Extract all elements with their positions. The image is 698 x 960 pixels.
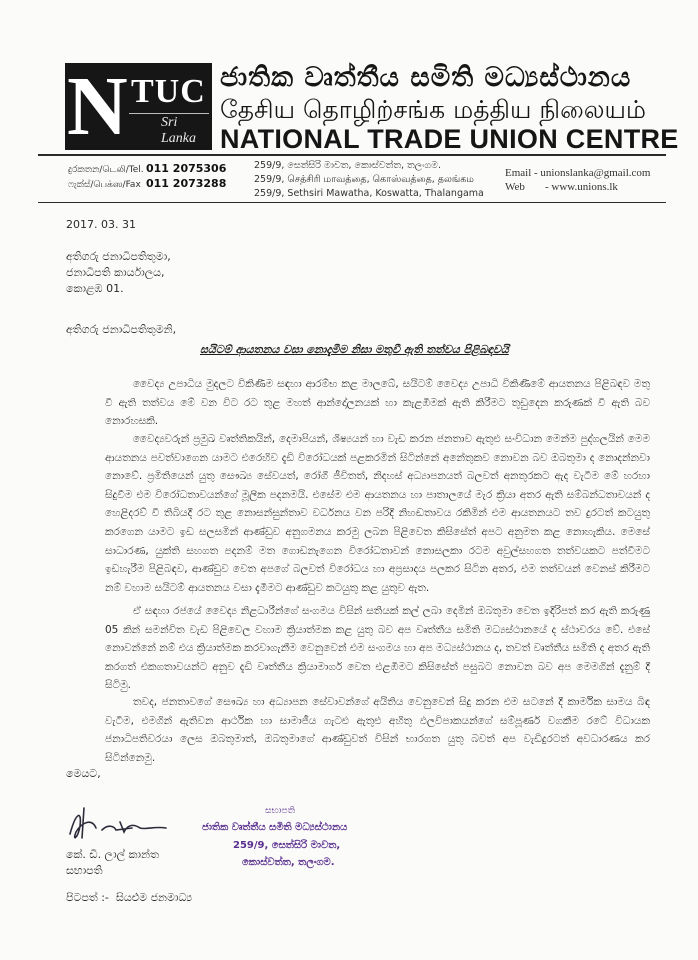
recipient-line: කොළඹ 01. (66, 282, 124, 295)
stamp-address: 259/9, සෙත්සිරි මාවත, (233, 840, 341, 851)
recipient-line: අතිගරු ජනාධිපතිතුමා, (66, 250, 171, 263)
closing: මෙයට, (66, 767, 101, 780)
org-name-english: NATIONAL TRADE UNION CENTRE (220, 124, 679, 154)
tel-number: 011 2075306 (146, 162, 227, 175)
web-label: Web (505, 181, 525, 193)
fax-label: ෆැක්ස්/பெக்ஸ/Fax (68, 180, 141, 190)
header-divider-top (38, 154, 666, 156)
org-name-tamil: தேசிய தொழிற்சங்க மத்திய நிலையம் (220, 95, 647, 124)
address-english: 259/9, Sethsiri Mawatha, Koswatta, Thalangama (254, 188, 484, 199)
tel-line (68, 162, 226, 176)
salutation: අතිගරු ජනාධිපතිතුමනි, (66, 323, 177, 336)
body-paragraph: ඒ සඳහා රජයේ වෛද්‍ය නිළධාරීන්ගේ සංගමය විසින් සතියක් කල් ලබා දෙමින් ඔබතුමා වෙත ඉදිරිපත් කර ඇති කරුණු 05 කින් සමන්විත වැඩ පිළිවෙල වහාම ක්‍රියාත්මක කළ යුතු බව අප වෘත්තීය සමිති මධ්‍යස්ථානයේ ද ස්ථාවරය වේ. එසේ නොවන්නේ නම් එය ක්‍රියාත්මක කරවාගැනීම වෙනුවෙන් එම සංගමය හා අප මධ්‍යස්ථානය ද, තවත් වෘත්තීය සමිති ද අතර ඇති කරගත් එකගතාවයන්ට අනුව දැඩි වෘත්තීය ක්‍රියාමාර්ග වෙත එළඹීමට කිසිසේත් පසුබට නොවන බව අප මෙමගින් දැනුම් දී සිටිමු. (105, 605, 650, 692)
logo-letter: N (67, 63, 126, 150)
header-divider-bottom (38, 202, 666, 203)
web-line (505, 180, 650, 194)
address-tamil: 259/9, செத்சிரி மாவத்தை, கொஸ்வத்தை, தலங்கம (254, 174, 474, 185)
address-block (254, 159, 484, 201)
letter-subject: සයිටම් ආයතනය වසා නොදැමීම නිසා මතුවී ඇති තත්වය පිළිබඳවයි (200, 343, 509, 356)
body-paragraph: වෛද්‍ය උපාධිය මුදලට විකිණීම සඳහා ආරම්භ කළ මාලබේ, සයිටම් වෛද්‍ය උපාධි විකිණීමේ ආයතනය පිළිබඳව මතු වී ඇති තත්වය මේ වන විට රට තුළ මහත් ආන්දෝලනයක් හා කැළඹීමක් ඇති කිරීමට තුඩුදෙන කරුණක් වී ඇති බව නොරහසකි. (105, 378, 650, 428)
body-paragraph: තවද, ජනතාවගේ සෞඛ්‍ය හා අධ්‍යාපන සේවාවන්ගේ අයිතිය වෙනුවෙන් සිදු කරන එම සටනේ දී කාර්මික සාමය බිඳ වැටීම, එමගින් ඇතිවන ආර්ථික හා සාමාජීය ගැටළු ඇතුළු අහිතු ඵලවිපාකයන්ගේ සම්පූර්ණ වගකීම රටේ විධායක ජනාධිපතිවරයා ලෙස ඔබතුමාත්, ඔබතුමාගේ ආණ්ඩුවත් විසින් භාරගත යුතු බවත් අප වැඩිදුරටත් අවධාරණය කර සිටින්නෙමු. (105, 696, 650, 764)
stamp-city: කොස්වත්ත, තලංගම. (242, 857, 335, 868)
handwritten-signature (62, 804, 182, 846)
fax-number: 011 2073288 (146, 177, 227, 190)
cc-label: පිටපත් :- (66, 891, 109, 904)
fax-line (68, 177, 226, 191)
email-line: Email - unionslanka@gmail.com (505, 167, 651, 179)
letter-date: 2017. 03. 31 (66, 218, 136, 231)
address-sinhala: 259/9, සෙත්සිරි මාවත, කොස්වත්ත, තලංගම. (254, 160, 442, 171)
web-block (505, 166, 650, 194)
ntuc-logo (65, 63, 212, 150)
web-value: - www.unions.lk (545, 181, 618, 193)
logo-country: Sri Lanka (161, 115, 196, 146)
body-paragraph: වෛද්‍යවරුන් ප්‍රමුඛ වෘත්තිකයින්, දෙමාපියන්, ශිෂ්‍යයන් හා වැඩ කරන ජනතාව ඇතුළු සංවිධාන මෙන්ම පුද්ගලයින් මෙම ආයතනය පවත්වාගෙන යාමට එරෙහිව දැඩි විරෝධයක් පළකරමින් සිටින්නේ අනේතුකව නොවන බව ඔබතුමා ද නොදන්නවා නොවේ. ප්‍රමිතියෙන් යුතු සෞඛ්‍ය සේවයත්, රෝගී ජීවිතත්, නිදහස් අධ්‍යාපනයත් බලවත් අනතුරකට ඇද වැටීම මේ හරහා සිදුවීම එම විරෝධතාවයන්ගේ මූලික පදනමයි. එසේම එම ආයතනය හා පාතාලයේ මැර ක්‍රියා අතර ඇති සම්බන්ධතාවයන් ද හෙළිදරව් වී තිබියදී රට තුළ නොසන්සුන්තාව වර්ධනය වන පරිදි නිහඬතාවය රකිමින් එම ආයතනයට තව දුරටත් කටයුතු කරගෙන යාමට ඉඩ සලසමින් ආණ්ඩුව අනුගමනය කරමු ලබන පිළිවෙත කිසිසේත් අපට අනුමත කළ නොහැකිය. මෙසේ සාධාරණ, යුක්ති සහගත පදනම් මත ගොඩනැගෙන විරෝධතාවන් නොසලකා රටම අවුල්සහගත තත්වයකට පත්වීමට ඉඩහැරීම පිළිබඳව, ආණ්ඩුව වෙත අපගේ බලවත් විරෝධය හා අප්‍රසාදය පලකර සිටින අතර, එම තත්වයන් වෙනස් කිරීමට නම් වහාම සයිටම් ආයතනය වසා දැමීමට ආණ්ඩුව කටයුතු කළ යුතුව ඇත. (105, 433, 650, 594)
recipient-line: ජනාධිපති කාර්යාලය, (66, 266, 165, 279)
stamp-org-name: ජාතික වෘත්තීය සමිති මධ්‍යස්ථානය (202, 822, 348, 833)
stamp-title: සභාපති (265, 806, 295, 816)
org-name-sinhala: ජාතික වෘත්තීය සමිති මධ්‍යස්ථානය (220, 62, 632, 93)
signatory-title: සභාපති (66, 864, 103, 877)
signatory-name: කේ. ඩී. ලාල් කාන්ත (66, 848, 159, 861)
cc-value: සියළුම ජනමාධ්‍ය (115, 891, 193, 904)
tel-label: දුරකතන/டெலி/Tel. (68, 165, 144, 175)
logo-rule (129, 113, 209, 114)
logo-abbr: TUC (131, 73, 206, 110)
cc-line (66, 891, 192, 905)
